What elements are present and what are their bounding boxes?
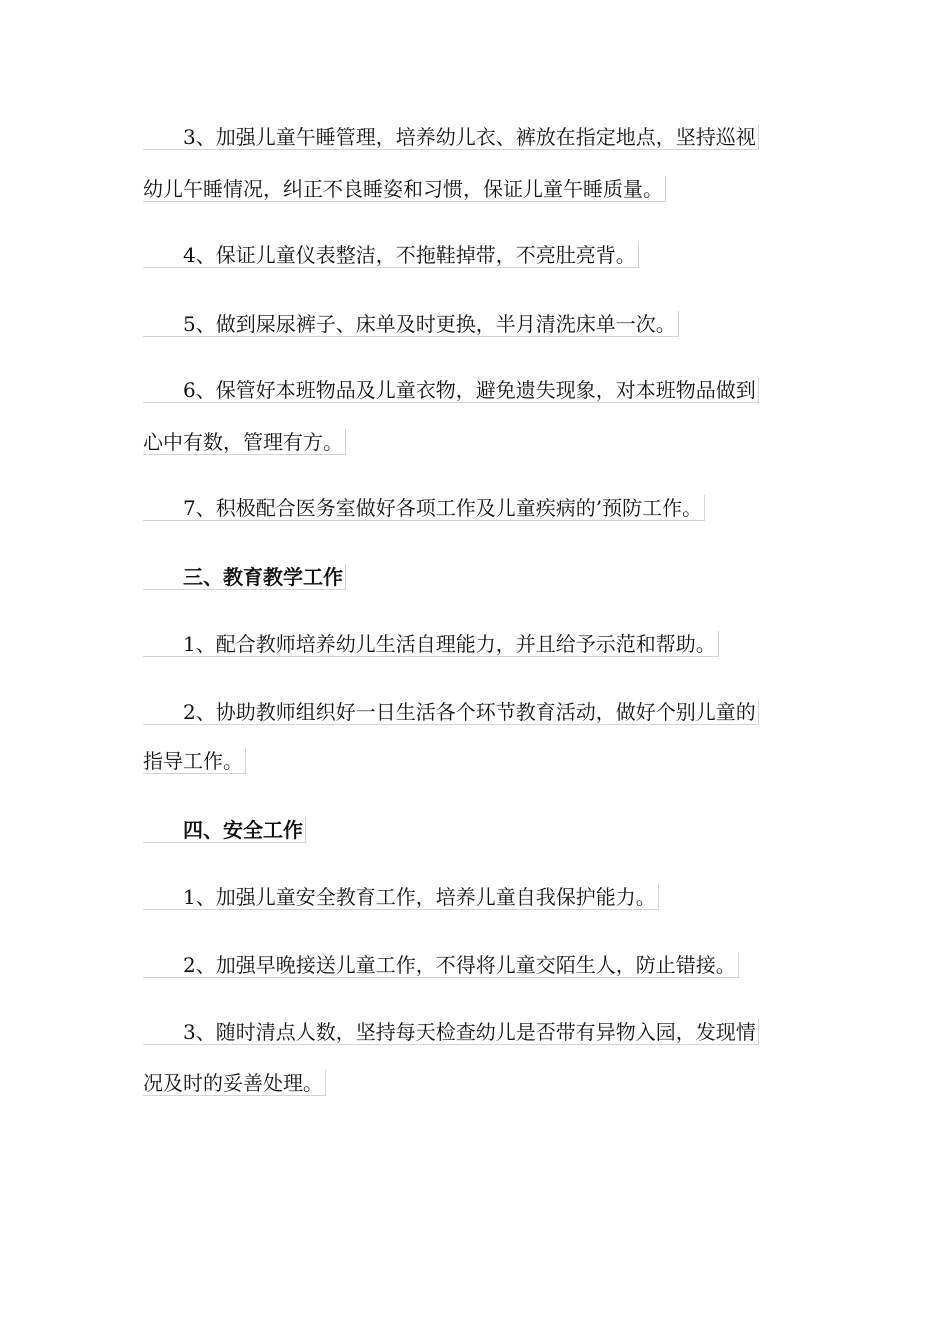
section-heading: 三、教育教学工作: [143, 564, 346, 590]
paragraph-line: 况及时的妥善处理。: [143, 1070, 326, 1096]
paragraph-line: 3、随时清点人数，坚持每天检查幼儿是否带有异物入园，发现情: [143, 1019, 759, 1045]
paragraph-line: 心中有数，管理有方。: [143, 429, 346, 455]
paragraph-line: 7、积极配合医务室做好各项工作及儿童疾病的’预防工作。: [143, 495, 705, 521]
paragraph-line: 3、加强儿童午睡管理，培养幼儿衣、裤放在指定地点，坚持巡视: [143, 124, 759, 150]
paragraph-line: 2、加强早晚接送儿童工作，不得将儿童交陌生人，防止错接。: [143, 952, 739, 978]
paragraph-line: 1、加强儿童安全教育工作，培养儿童自我保护能力。: [143, 884, 659, 910]
paragraph-line: 幼儿午睡情况，纠正不良睡姿和习惯，保证儿童午睡质量。: [143, 176, 666, 202]
section-heading: 四、安全工作: [143, 817, 306, 843]
paragraph-line: 指导工作。: [143, 748, 246, 774]
paragraph-line: 6、保管好本班物品及儿童衣物，避免遗失现象，对本班物品做到: [143, 377, 759, 403]
paragraph-line: 4、保证儿童仪表整洁，不拖鞋掉带，不亮肚亮背。: [143, 242, 639, 268]
paragraph-line: 5、做到屎尿裤子、床单及时更换，半月清洗床单一次。: [143, 311, 679, 337]
paragraph-line: 1、配合教师培养幼儿生活自理能力，并且给予示范和帮助。: [143, 631, 719, 657]
paragraph-line: 2、协助教师组织好一日生活各个环节教育活动，做好个别儿童的: [143, 699, 759, 725]
